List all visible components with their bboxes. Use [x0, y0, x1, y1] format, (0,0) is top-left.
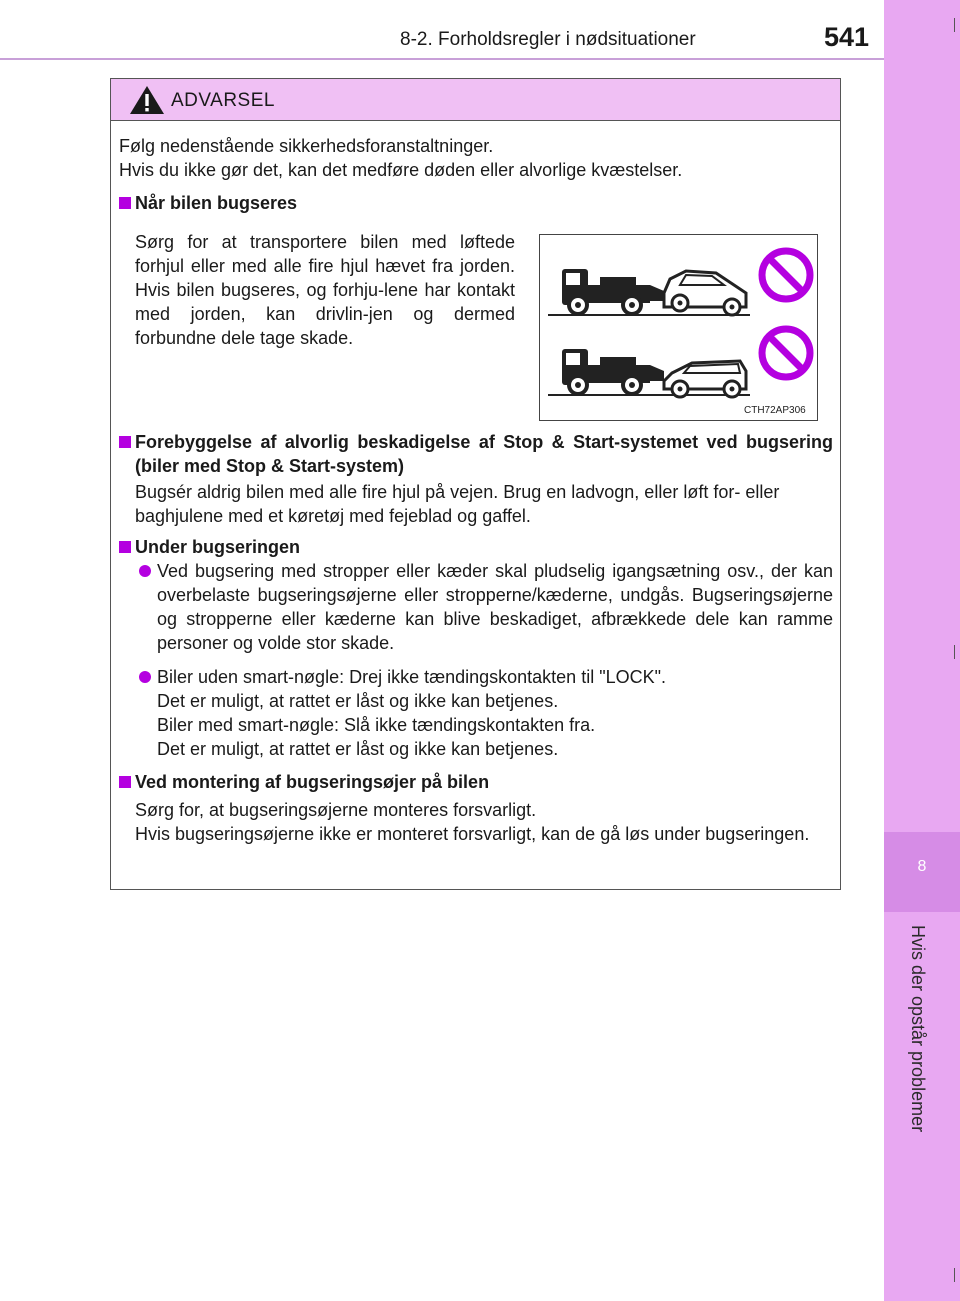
figure-code: CTH72AP306	[744, 405, 806, 416]
bullet-straps: Ved bugsering med stropper eller kæder skal pludselig igangsætning osv., der kan overbelaste bugseringsøjerne eller stropperne/kæderne, undgås. Bugseringsøjerne og stropperne eller kæderne kan blive beskadiget, afbrækkede dele kan ramme personer og volde stor skade.	[157, 561, 833, 653]
warning-triangle-icon	[129, 85, 165, 115]
crop-mark	[954, 645, 955, 659]
section-marker	[119, 436, 131, 448]
page-number: 541	[824, 22, 870, 52]
section-body-stopstart: Bugsér aldrig bilen med alle fire hjul på vejen. Brug en ladvogn, eller løft for- eller baghjulene med et køretøj med fejeblad og gaffel.	[135, 482, 780, 526]
bullet-dot	[139, 565, 151, 577]
section-marker	[119, 197, 131, 209]
bullet-ignition: Biler uden smart-nøgle: Drej ikke tændingskontakten til "LOCK". Det er muligt, at rattet er låst og ikke kan betjenes. Biler med smart-nøgle: Slå ikke tændingskontakten fra. Det er muligt, at rattet er låst og ikke kan betjenes.	[157, 667, 666, 759]
section-body-eyelets-1: Sørg for, at bugseringsøjerne monteres forsvarligt.	[135, 800, 537, 820]
prohibition-icon	[762, 251, 810, 299]
page-header	[0, 0, 884, 60]
section-body-towing: Sørg for at transportere bilen med løftede forhjul eller med alle fire hjul hævet fra jorden. Hvis bilen bugseres, og forhju-lene har kontakt med jorden, kan drivlin-jen og dermed forbundne dele tage skade.	[135, 232, 515, 348]
section-marker	[119, 776, 131, 788]
crop-mark	[954, 1268, 955, 1282]
towing-illustration	[539, 234, 818, 421]
section-heading-towing-eyelets: Ved montering af bugseringsøjer på bilen	[135, 772, 490, 792]
chapter-number: 8	[917, 858, 927, 875]
section-heading-towing: Når bilen bugseres	[135, 193, 298, 213]
warning-intro-2: Hvis du ikke gør det, kan det medføre døden eller alvorlige kvæstelser.	[119, 160, 683, 180]
section-body-eyelets-2: Hvis bugseringsøjerne ikke er monteret forsvarligt, kan de gå løs under bugseringen.	[135, 824, 810, 844]
warning-title: ADVARSEL	[171, 90, 275, 111]
warning-intro-1: Følg nedenstående sikkerhedsforanstaltninger.	[119, 136, 494, 156]
section-marker	[119, 541, 131, 553]
crop-mark	[954, 18, 955, 32]
warning-header	[111, 79, 840, 121]
bullet-dot	[139, 671, 151, 683]
chapter-title-text: Hvis der opstår problemer	[908, 925, 928, 1133]
chapter-side-tab[interactable]	[884, 0, 960, 1301]
header-rule	[0, 58, 884, 60]
section-heading-during-towing: Under bugseringen	[135, 537, 301, 557]
section-title: 8-2. Forholdsregler i nødsituationer	[400, 29, 696, 50]
warning-box	[110, 78, 841, 890]
prohibition-icon	[762, 329, 810, 377]
chapter-title	[907, 925, 937, 1165]
section-heading-stopstart: Forebyggelse af alvorlig beskadigelse af Stop & Start-systemet ved bugsering (biler med Stop & Start-system)	[135, 432, 833, 476]
